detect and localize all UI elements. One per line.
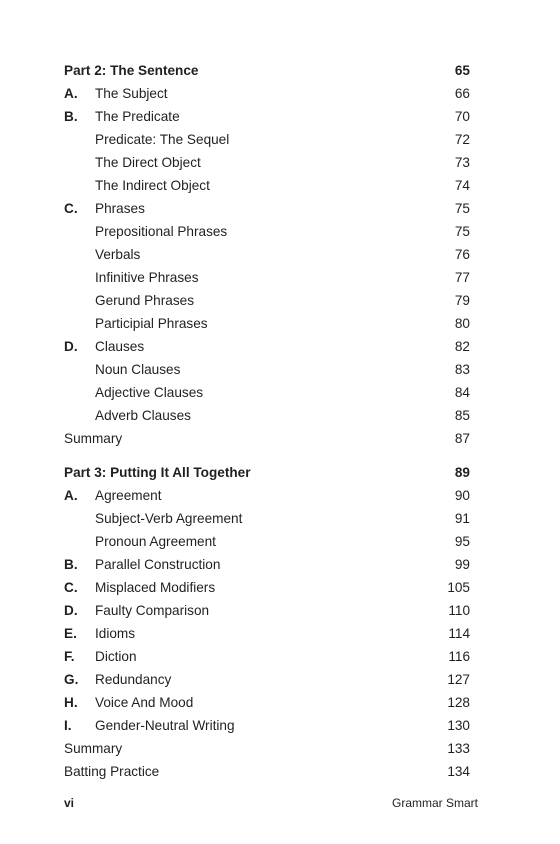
toc-entry-title: Infinitive Phrases xyxy=(95,270,199,285)
toc-entry-title: Diction xyxy=(95,649,137,664)
toc-page-number: 76 xyxy=(454,247,470,262)
toc-page-number: 65 xyxy=(454,63,470,78)
toc-entry-title: Subject-Verb Agreement xyxy=(95,511,243,526)
toc-page-number: 128 xyxy=(447,695,470,710)
toc-entry xyxy=(64,381,470,404)
toc-page-number: 87 xyxy=(454,431,470,446)
toc-entry xyxy=(64,197,470,220)
toc-entry-title: Noun Clauses xyxy=(95,362,181,377)
footer-book-title: Grammar Smart xyxy=(391,796,478,810)
toc-entry xyxy=(64,507,470,530)
toc-page-number: 90 xyxy=(454,488,470,503)
toc-entry xyxy=(64,553,470,576)
toc-entry-title: Adverb Clauses xyxy=(95,408,191,423)
toc-entry-letter: B. xyxy=(64,557,78,572)
toc-entry xyxy=(64,82,470,105)
toc-page-number: 110 xyxy=(448,603,470,618)
toc-entry-letter: E. xyxy=(64,626,77,641)
toc-entry xyxy=(64,645,470,668)
toc-page-number: 127 xyxy=(447,672,470,687)
toc-part-heading xyxy=(64,461,470,484)
toc-entry-letter: F. xyxy=(64,649,75,664)
toc-entry xyxy=(64,312,470,335)
toc-page-number: 72 xyxy=(454,132,470,147)
footer-page-number: vi xyxy=(64,796,75,810)
toc-entry xyxy=(64,691,470,714)
toc-entry-title: The Subject xyxy=(95,86,168,101)
toc-entry xyxy=(64,151,470,174)
toc-entry-title: Batting Practice xyxy=(64,764,160,779)
toc-entry-title: Voice And Mood xyxy=(95,695,194,710)
toc-entry-title: Summary xyxy=(64,431,123,446)
toc-entry-letter: D. xyxy=(64,603,78,618)
toc-entry xyxy=(64,404,470,427)
toc-entry-title: Phrases xyxy=(95,201,145,216)
toc-page-number: 116 xyxy=(448,649,470,664)
toc-entry-title: Faulty Comparison xyxy=(95,603,210,618)
toc-page-number: 82 xyxy=(454,339,470,354)
toc-entry-title: Redundancy xyxy=(95,672,172,687)
toc-entry-title: Gender-Neutral Writing xyxy=(95,718,235,733)
toc-entry-title: Participial Phrases xyxy=(95,316,208,331)
toc-entry xyxy=(64,105,470,128)
toc-page-number: 89 xyxy=(454,465,470,480)
page-footer xyxy=(64,796,478,810)
toc-entry-title: Misplaced Modifiers xyxy=(95,580,216,595)
toc-entry xyxy=(64,668,470,691)
toc-page-number: 79 xyxy=(454,293,470,308)
toc-entry xyxy=(64,174,470,197)
toc-page-number: 95 xyxy=(454,534,470,549)
toc-entry-letter: I. xyxy=(64,718,72,733)
toc-entry xyxy=(64,484,470,507)
toc-entry xyxy=(64,358,470,381)
toc-entry-title: Idioms xyxy=(95,626,136,641)
toc-page-number: 77 xyxy=(454,270,470,285)
toc-entry xyxy=(64,576,470,599)
toc-entry xyxy=(64,530,470,553)
toc-entry-title: Agreement xyxy=(95,488,162,503)
table-of-contents xyxy=(64,59,470,783)
toc-entry xyxy=(64,714,470,737)
toc-entry-title: The Indirect Object xyxy=(95,178,210,193)
toc-page-number: 134 xyxy=(447,764,470,779)
toc-page-number: 105 xyxy=(447,580,470,595)
toc-entry-letter: A. xyxy=(64,488,78,503)
toc-page-number: 83 xyxy=(454,362,470,377)
toc-entry-title: The Direct Object xyxy=(95,155,201,170)
toc-page-number: 66 xyxy=(454,86,470,101)
toc-entry xyxy=(64,335,470,358)
toc-entry xyxy=(64,243,470,266)
toc-entry-title: Gerund Phrases xyxy=(95,293,194,308)
toc-entry-title: Prepositional Phrases xyxy=(95,224,228,239)
toc-entry-title: Clauses xyxy=(95,339,145,354)
toc-entry-letter: H. xyxy=(64,695,78,710)
toc-entry-title: Verbals xyxy=(95,247,141,262)
toc-entry-title: Pronoun Agreement xyxy=(95,534,216,549)
toc-entry xyxy=(64,737,470,760)
toc-entry xyxy=(64,289,470,312)
toc-page-number: 99 xyxy=(454,557,470,572)
toc-page-number: 74 xyxy=(454,178,470,193)
toc-entry-letter: D. xyxy=(64,339,78,354)
toc-entry xyxy=(64,128,470,151)
toc-page-number: 80 xyxy=(454,316,470,331)
toc-entry-letter: B. xyxy=(64,109,78,124)
toc-entry xyxy=(64,266,470,289)
toc-page-number: 114 xyxy=(448,626,470,641)
toc-part-heading xyxy=(64,59,470,82)
toc-page-number: 130 xyxy=(447,718,470,733)
toc-page-number: 70 xyxy=(454,109,470,124)
toc-entry-letter: C. xyxy=(64,580,78,595)
toc-page-number: 91 xyxy=(454,511,470,526)
toc-entry xyxy=(64,599,470,622)
toc-entry-title: Part 3: Putting It All Together xyxy=(64,465,251,480)
toc-entry-letter: C. xyxy=(64,201,78,216)
toc-page-number: 75 xyxy=(454,201,470,216)
toc-entry-title: Part 2: The Sentence xyxy=(64,63,199,78)
toc-entry-title: Predicate: The Sequel xyxy=(95,132,230,147)
toc-page-number: 85 xyxy=(454,408,470,423)
toc-page-number: 73 xyxy=(454,155,470,170)
toc-entry-letter: A. xyxy=(64,86,78,101)
toc-entry-title: Adjective Clauses xyxy=(95,385,204,400)
toc-entry-title: The Predicate xyxy=(95,109,180,124)
toc-entry xyxy=(64,220,470,243)
toc-entry xyxy=(64,760,470,783)
toc-page-number: 84 xyxy=(454,385,470,400)
toc-entry-letter: G. xyxy=(64,672,79,687)
toc-entry xyxy=(64,622,470,645)
toc-entry-title: Parallel Construction xyxy=(95,557,221,572)
toc-page-number: 75 xyxy=(454,224,470,239)
toc-entry xyxy=(64,427,470,450)
toc-entry-title: Summary xyxy=(64,741,123,756)
toc-page-number: 133 xyxy=(447,741,470,756)
